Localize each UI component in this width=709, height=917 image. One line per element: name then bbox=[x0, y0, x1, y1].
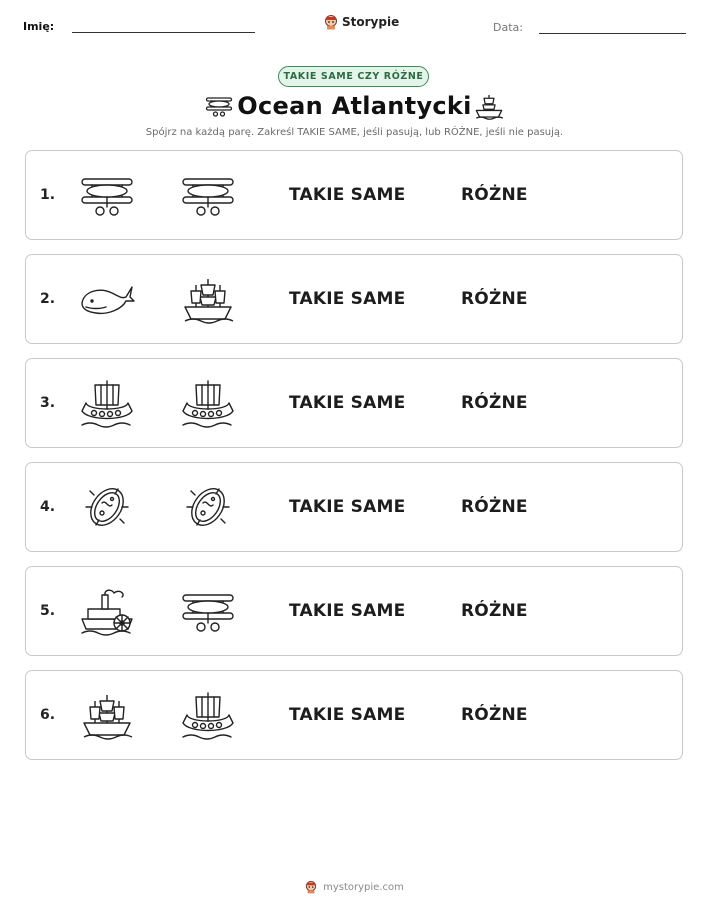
biplane-icon bbox=[179, 585, 237, 637]
question-row-2 bbox=[25, 254, 683, 344]
footer-url[interactable]: mystorypie.com bbox=[323, 881, 404, 893]
biplane-icon bbox=[179, 169, 237, 221]
viking-ship-icon bbox=[78, 377, 136, 429]
brand-logo bbox=[324, 14, 399, 30]
sailing-ship-icon bbox=[78, 689, 136, 741]
option-same[interactable]: TAKIE SAME bbox=[289, 185, 406, 205]
option-different[interactable]: RÓŻNE bbox=[461, 601, 528, 621]
microbe-icon bbox=[78, 481, 136, 533]
sailing-ship-icon bbox=[473, 91, 505, 121]
question-row-1 bbox=[25, 150, 683, 240]
question-number: 6. bbox=[40, 707, 56, 723]
footer bbox=[0, 880, 709, 894]
whale-icon bbox=[78, 273, 136, 325]
viking-ship-icon bbox=[179, 689, 237, 741]
sailing-ship-icon bbox=[179, 273, 237, 325]
name-label: Imię: bbox=[23, 20, 55, 33]
option-different[interactable]: RÓŻNE bbox=[461, 185, 528, 205]
option-same[interactable]: TAKIE SAME bbox=[289, 289, 406, 309]
storypie-mascot-icon bbox=[324, 14, 338, 30]
option-different[interactable]: RÓŻNE bbox=[461, 393, 528, 413]
question-number: 3. bbox=[40, 395, 56, 411]
option-different[interactable]: RÓŻNE bbox=[461, 497, 528, 517]
question-number: 1. bbox=[40, 187, 56, 203]
question-row-3 bbox=[25, 358, 683, 448]
worksheet-type-badge: TAKIE SAME CZY RÓŻNE bbox=[278, 66, 429, 87]
question-number: 2. bbox=[40, 291, 56, 307]
option-different[interactable]: RÓŻNE bbox=[461, 289, 528, 309]
option-same[interactable]: TAKIE SAME bbox=[289, 393, 406, 413]
storypie-mascot-icon bbox=[305, 880, 317, 894]
biplane-icon bbox=[78, 169, 136, 221]
question-number: 5. bbox=[40, 603, 56, 619]
instructions: Spójrz na każdą parę. Zakreśl TAKIE SAME, jeśli pasują, lub RÓŻNE, jeśli nie pasują. bbox=[145, 127, 564, 138]
date-label: Data: bbox=[493, 21, 523, 34]
page-title: Ocean Atlantycki bbox=[237, 92, 472, 120]
brand-name: Storypie bbox=[342, 15, 400, 29]
date-line[interactable] bbox=[539, 33, 686, 34]
option-same[interactable]: TAKIE SAME bbox=[289, 601, 406, 621]
steamboat-icon bbox=[78, 585, 136, 637]
option-different[interactable]: RÓŻNE bbox=[461, 705, 528, 725]
question-row-6 bbox=[25, 670, 683, 760]
option-same[interactable]: TAKIE SAME bbox=[289, 705, 406, 725]
viking-ship-icon bbox=[179, 377, 237, 429]
question-row-4 bbox=[25, 462, 683, 552]
question-row-5 bbox=[25, 566, 683, 656]
option-same[interactable]: TAKIE SAME bbox=[289, 497, 406, 517]
name-line[interactable] bbox=[72, 32, 255, 33]
microbe-icon bbox=[179, 481, 237, 533]
question-number: 4. bbox=[40, 499, 56, 515]
